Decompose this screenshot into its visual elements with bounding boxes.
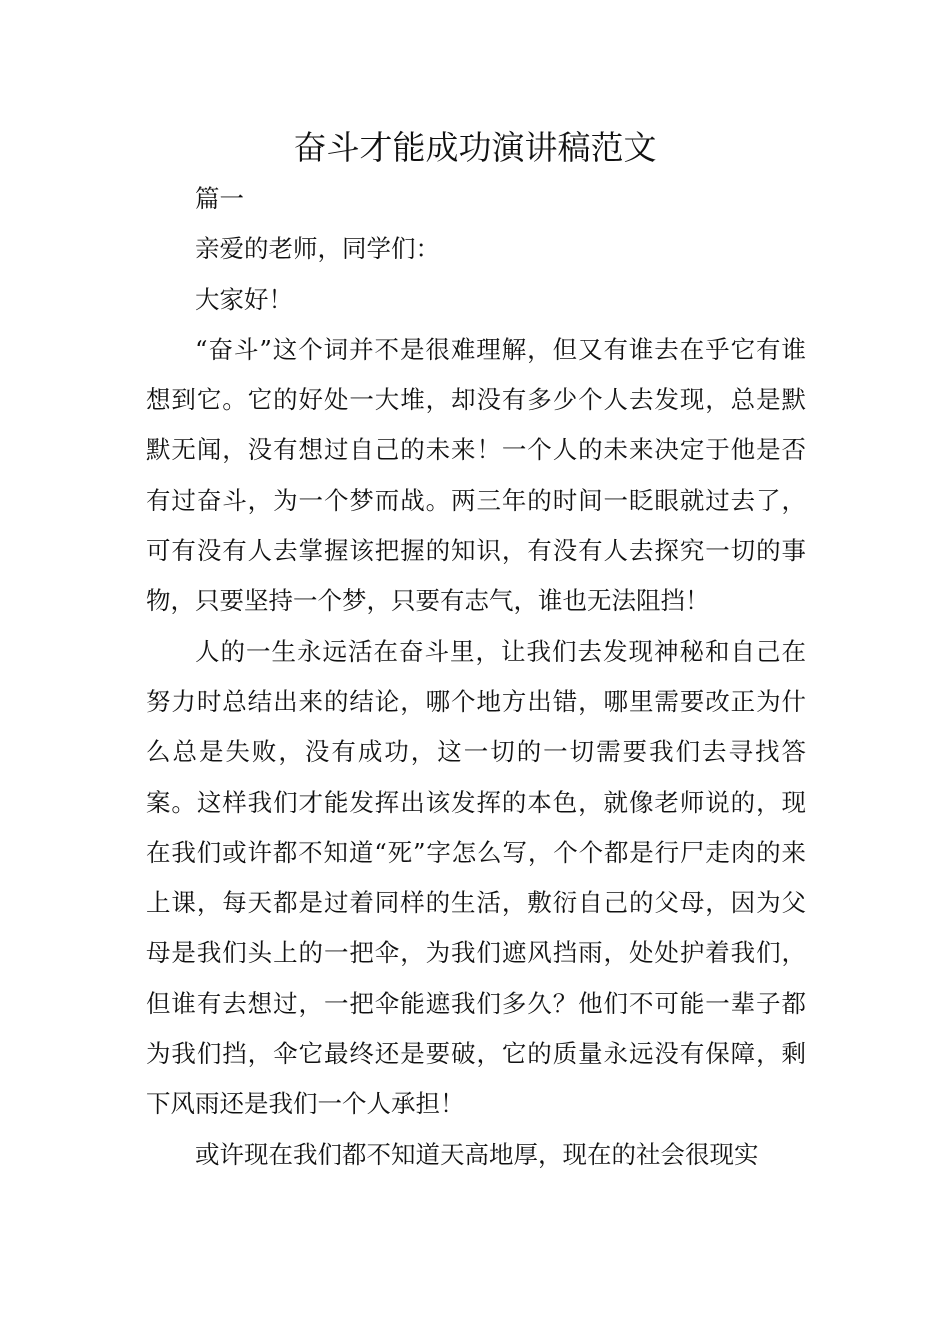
paragraph-greeting: 大家好！ — [195, 284, 293, 314]
paragraph-body: 或许现在我们都不知道天高地厚，现在的社会很现实 — [195, 1139, 759, 1169]
paragraph-salutation: 亲爱的老师，同学们： — [195, 234, 440, 264]
paragraph-body: “奋斗”这个词并不是很难理解，但又有谁去在乎它有谁想到它。它的好处一大堆，却没有多少个人去发现，总是默默无闻，没有想过自己的未来！一个人的未来决定于他是否有过奋斗，为一个梦而战。两三年的时间一眨眼就过去了，可有没有人去掌握该把握的知识，有没有人去探究一切的事物，只要坚持一个梦，只要有志气，谁也无法阻挡！ — [146, 334, 806, 616]
paragraph-body: 人的一生永远活在奋斗里，让我们去发现神秘和自己在努力时总结出来的结论，哪个地方出错，哪里需要改正为什么总是失败，没有成功，这一切的一切需要我们去寻找答案。这样我们才能发挥出该发挥的本色，就像老师说的，现在我们或许都不知道“死”字怎么写，个个都是行尸走肉的来上课，每天都是过着同样的生活，敷衍自己的父母，因为父母是我们头上的一把伞，为我们遮风挡雨，处处护着我们，但谁有去想过，一把伞能遮我们多久？他们不可能一辈子都为我们挡，伞它最终还是要破，它的质量永远没有保障，剩下风雨还是我们一个人承担！ — [146, 636, 806, 1119]
paragraph-section-label: 篇一 — [195, 184, 244, 213]
document-body — [146, 174, 806, 1180]
document-title: 奋斗才能成功演讲稿范文 — [293, 128, 657, 167]
